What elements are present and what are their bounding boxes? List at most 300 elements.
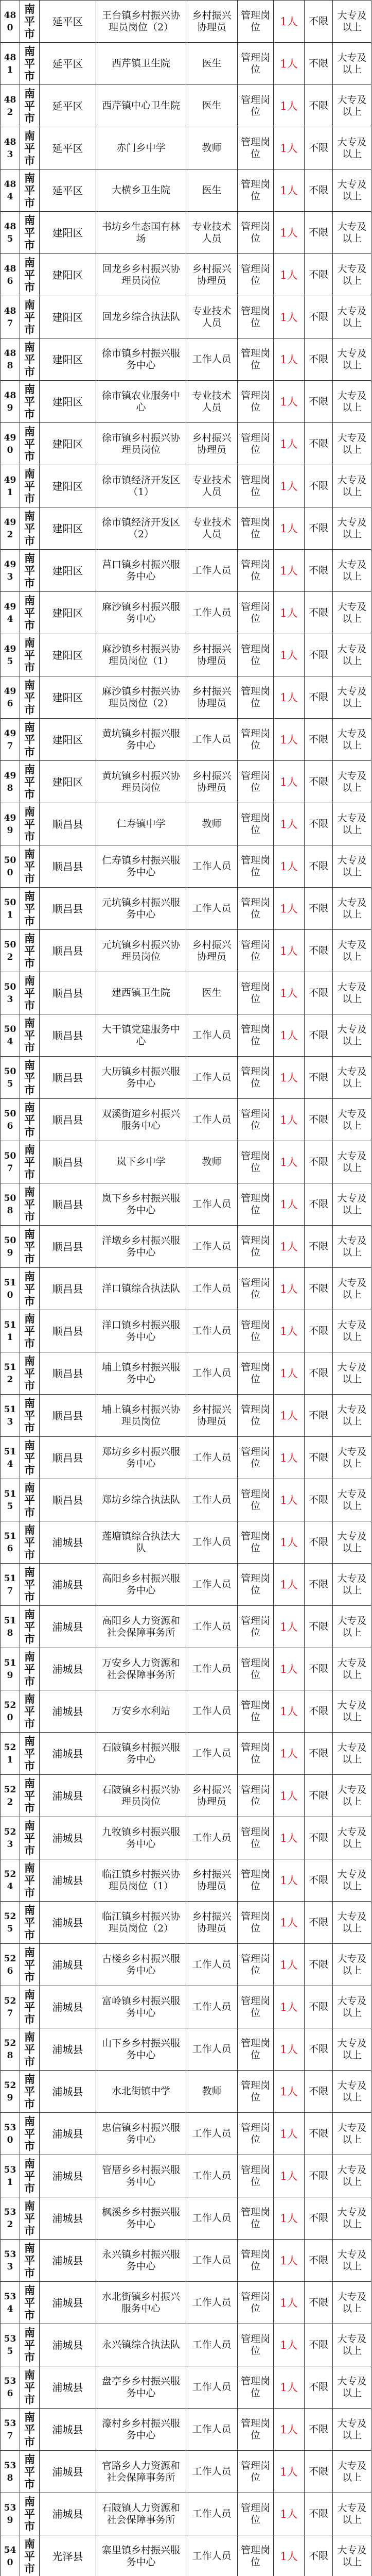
- county-cell: 浦城县: [40, 1606, 96, 1648]
- row-number: 489: [1, 381, 20, 423]
- post-cell: 教师: [186, 1141, 238, 1183]
- post-cell: 工作人员: [186, 592, 238, 634]
- post-cell: 工作人员: [186, 1099, 238, 1141]
- requirement-cell: 不限: [305, 1352, 333, 1395]
- category-cell: 管理岗位: [238, 465, 274, 507]
- category-cell: 管理岗位: [238, 1099, 274, 1141]
- unit-cell: 元坑镇乡村振兴服务中心: [96, 888, 186, 930]
- category-cell: 管理岗位: [238, 1268, 274, 1310]
- table-row: [1, 2113, 371, 2155]
- post-cell: 专业技术人员: [186, 465, 238, 507]
- category-cell: 管理岗位: [238, 550, 274, 592]
- table-row: [1, 170, 371, 212]
- county-cell: 延平区: [40, 85, 96, 127]
- post-cell: 乡村振兴协理员: [186, 676, 238, 719]
- requirement-cell: 不限: [305, 2282, 333, 2324]
- unit-cell: 徐市镇乡村振兴协理员岗位: [96, 423, 186, 465]
- county-cell: 顺昌县: [40, 888, 96, 930]
- unit-cell: 赤门乡中学: [96, 127, 186, 170]
- post-cell: 工作人员: [186, 2324, 238, 2366]
- unit-cell: 盘亭乡乡村振兴服务中心: [96, 2366, 186, 2409]
- table-row: [1, 423, 371, 465]
- table-row: [1, 2282, 371, 2324]
- requirement-cell: 不限: [305, 550, 333, 592]
- education-cell: 大专及以上: [333, 2324, 371, 2366]
- city-cell: 南平市: [20, 2282, 40, 2324]
- headcount-cell: 1人: [274, 338, 305, 381]
- unit-cell: 万安乡水利站: [96, 1690, 186, 1733]
- category-cell: 管理岗位: [238, 2409, 274, 2451]
- table-row: [1, 1226, 371, 1268]
- category-cell: 管理岗位: [238, 2282, 274, 2324]
- county-cell: 浦城县: [40, 2366, 96, 2409]
- county-cell: 建阳区: [40, 423, 96, 465]
- requirement-cell: 不限: [305, 1226, 333, 1268]
- education-cell: 大专及以上: [333, 2366, 371, 2409]
- row-number: 504: [1, 1014, 20, 1057]
- category-cell: 管理岗位: [238, 592, 274, 634]
- requirement-cell: 不限: [305, 2197, 333, 2240]
- post-cell: 医生: [186, 170, 238, 212]
- unit-cell: 大干镇党建服务中心: [96, 1014, 186, 1057]
- category-cell: 管理岗位: [238, 43, 274, 85]
- education-cell: 大专及以上: [333, 212, 371, 254]
- post-cell: 教师: [186, 127, 238, 170]
- post-cell: 工作人员: [186, 1479, 238, 1521]
- category-cell: 管理岗位: [238, 381, 274, 423]
- city-cell: 南平市: [20, 1437, 40, 1479]
- table-row: [1, 1479, 371, 1521]
- row-number: 528: [1, 2028, 20, 2071]
- city-cell: 南平市: [20, 719, 40, 761]
- headcount-cell: 1人: [274, 1437, 305, 1479]
- table-row: [1, 2366, 371, 2409]
- city-cell: 南平市: [20, 2366, 40, 2409]
- unit-cell: 石陂镇人力资源和社会保障事务所: [96, 2493, 186, 2535]
- headcount-cell: 1人: [274, 1648, 305, 1690]
- education-cell: 大专及以上: [333, 1564, 371, 1606]
- post-cell: 工作人员: [186, 1014, 238, 1057]
- unit-cell: 岚下乡乡村振兴服务中心: [96, 1183, 186, 1226]
- post-cell: 工作人员: [186, 2493, 238, 2535]
- city-cell: 南平市: [20, 1690, 40, 1733]
- county-cell: 顺昌县: [40, 1268, 96, 1310]
- row-number: 536: [1, 2366, 20, 2409]
- post-cell: 工作人员: [186, 2451, 238, 2493]
- requirement-cell: 不限: [305, 85, 333, 127]
- headcount-cell: 1人: [274, 254, 305, 296]
- education-cell: 大专及以上: [333, 170, 371, 212]
- row-number: 512: [1, 1352, 20, 1395]
- education-cell: 大专及以上: [333, 972, 371, 1014]
- city-cell: 南平市: [20, 1733, 40, 1775]
- unit-cell: 西芹镇卫生院: [96, 43, 186, 85]
- education-cell: 大专及以上: [333, 2409, 371, 2451]
- table-row: [1, 212, 371, 254]
- unit-cell: 郑坊乡综合执法队: [96, 1479, 186, 1521]
- requirement-cell: 不限: [305, 2493, 333, 2535]
- city-cell: 南平市: [20, 1352, 40, 1395]
- row-number: 495: [1, 634, 20, 676]
- requirement-cell: 不限: [305, 1606, 333, 1648]
- education-cell: 大专及以上: [333, 1648, 371, 1690]
- row-number: 482: [1, 85, 20, 127]
- headcount-cell: 1人: [274, 1564, 305, 1606]
- row-number: 526: [1, 1944, 20, 1986]
- county-cell: 浦城县: [40, 2240, 96, 2282]
- unit-cell: 大历镇乡村振兴服务中心: [96, 1057, 186, 1099]
- requirement-cell: 不限: [305, 719, 333, 761]
- unit-cell: 水北街镇乡村振兴服务中心: [96, 2282, 186, 2324]
- county-cell: 顺昌县: [40, 1352, 96, 1395]
- education-cell: 大专及以上: [333, 1437, 371, 1479]
- city-cell: 南平市: [20, 2071, 40, 2113]
- education-cell: 大专及以上: [333, 888, 371, 930]
- table-row: [1, 888, 371, 930]
- unit-cell: 建西镇卫生院: [96, 972, 186, 1014]
- post-cell: 工作人员: [186, 1057, 238, 1099]
- city-cell: 南平市: [20, 676, 40, 719]
- city-cell: 南平市: [20, 338, 40, 381]
- unit-cell: 双溪街道乡村振兴服务中心: [96, 1099, 186, 1141]
- education-cell: 大专及以上: [333, 1099, 371, 1141]
- requirement-cell: 不限: [305, 803, 333, 845]
- post-cell: 工作人员: [186, 2113, 238, 2155]
- requirement-cell: 不限: [305, 381, 333, 423]
- unit-cell: 徐市镇经济开发区（1）: [96, 465, 186, 507]
- education-cell: 大专及以上: [333, 1859, 371, 1902]
- city-cell: 南平市: [20, 1057, 40, 1099]
- headcount-cell: 1人: [274, 1902, 305, 1944]
- unit-cell: 麻沙镇乡村振兴协理员岗位（2）: [96, 676, 186, 719]
- requirement-cell: 不限: [305, 2071, 333, 2113]
- county-cell: 浦城县: [40, 1859, 96, 1902]
- unit-cell: 回龙乡综合执法队: [96, 296, 186, 338]
- education-cell: 大专及以上: [333, 338, 371, 381]
- education-cell: 大专及以上: [333, 2071, 371, 2113]
- row-number: 520: [1, 1690, 20, 1733]
- headcount-cell: 1人: [274, 2028, 305, 2071]
- post-cell: 工作人员: [186, 1986, 238, 2028]
- city-cell: 南平市: [20, 1521, 40, 1564]
- county-cell: 浦城县: [40, 1733, 96, 1775]
- headcount-cell: 1人: [274, 43, 305, 85]
- headcount-cell: 1人: [274, 1986, 305, 2028]
- education-cell: 大专及以上: [333, 381, 371, 423]
- county-cell: 建阳区: [40, 634, 96, 676]
- city-cell: 南平市: [20, 2324, 40, 2366]
- post-cell: 工作人员: [186, 2409, 238, 2451]
- education-cell: 大专及以上: [333, 1733, 371, 1775]
- county-cell: 浦城县: [40, 1902, 96, 1944]
- category-cell: 管理岗位: [238, 676, 274, 719]
- city-cell: 南平市: [20, 1395, 40, 1437]
- table-row: [1, 972, 371, 1014]
- education-cell: 大专及以上: [333, 296, 371, 338]
- requirement-cell: 不限: [305, 1944, 333, 1986]
- headcount-cell: 1人: [274, 2197, 305, 2240]
- category-cell: 管理岗位: [238, 1310, 274, 1352]
- row-number: 513: [1, 1395, 20, 1437]
- county-cell: 延平区: [40, 170, 96, 212]
- headcount-cell: 1人: [274, 1014, 305, 1057]
- post-cell: 乡村振兴协理员: [186, 761, 238, 803]
- category-cell: 管理岗位: [238, 2535, 274, 2576]
- city-cell: 南平市: [20, 1099, 40, 1141]
- county-cell: 建阳区: [40, 507, 96, 550]
- education-cell: 大专及以上: [333, 1183, 371, 1226]
- headcount-cell: 1人: [274, 127, 305, 170]
- county-cell: 建阳区: [40, 465, 96, 507]
- headcount-cell: 1人: [274, 1352, 305, 1395]
- city-cell: 南平市: [20, 1859, 40, 1902]
- table-row: [1, 1902, 371, 1944]
- category-cell: 管理岗位: [238, 930, 274, 972]
- unit-cell: 莒口镇乡村振兴服务中心: [96, 550, 186, 592]
- post-cell: 工作人员: [186, 2535, 238, 2576]
- table-row: [1, 1057, 371, 1099]
- table-row: [1, 1564, 371, 1606]
- post-cell: 工作人员: [186, 2155, 238, 2197]
- headcount-cell: 1人: [274, 761, 305, 803]
- unit-cell: 大横乡卫生院: [96, 170, 186, 212]
- unit-cell: 麻沙镇乡村振兴协理员岗位（1）: [96, 634, 186, 676]
- unit-cell: 洋墩乡乡村振兴服务中心: [96, 1226, 186, 1268]
- post-cell: 工作人员: [186, 1183, 238, 1226]
- category-cell: 管理岗位: [238, 1817, 274, 1859]
- headcount-cell: 1人: [274, 423, 305, 465]
- post-cell: 工作人员: [186, 845, 238, 888]
- table-row: [1, 1437, 371, 1479]
- county-cell: 顺昌县: [40, 930, 96, 972]
- table-row: [1, 592, 371, 634]
- education-cell: 大专及以上: [333, 2282, 371, 2324]
- education-cell: 大专及以上: [333, 2028, 371, 2071]
- row-number: 523: [1, 1817, 20, 1859]
- requirement-cell: 不限: [305, 1437, 333, 1479]
- table-body: [1, 1, 371, 2576]
- county-cell: 浦城县: [40, 1986, 96, 2028]
- headcount-cell: 1人: [274, 2240, 305, 2282]
- requirement-cell: 不限: [305, 1395, 333, 1437]
- table-row: [1, 1310, 371, 1352]
- row-number: 540: [1, 2535, 20, 2576]
- requirement-cell: 不限: [305, 1902, 333, 1944]
- post-cell: 乡村振兴协理员: [186, 930, 238, 972]
- unit-cell: 石陂镇乡村振兴服务中心: [96, 1733, 186, 1775]
- headcount-cell: 1人: [274, 381, 305, 423]
- unit-cell: 忠信镇乡村振兴服务中心: [96, 2113, 186, 2155]
- requirement-cell: 不限: [305, 170, 333, 212]
- headcount-cell: 1人: [274, 2366, 305, 2409]
- county-cell: 顺昌县: [40, 972, 96, 1014]
- unit-cell: 徐市镇经济开发区（2）: [96, 507, 186, 550]
- city-cell: 南平市: [20, 381, 40, 423]
- category-cell: 管理岗位: [238, 127, 274, 170]
- row-number: 516: [1, 1521, 20, 1564]
- city-cell: 南平市: [20, 1141, 40, 1183]
- county-cell: 浦城县: [40, 2324, 96, 2366]
- row-number: 492: [1, 507, 20, 550]
- post-cell: 工作人员: [186, 1817, 238, 1859]
- county-cell: 浦城县: [40, 2028, 96, 2071]
- city-cell: 南平市: [20, 2197, 40, 2240]
- requirement-cell: 不限: [305, 972, 333, 1014]
- category-cell: 管理岗位: [238, 2324, 274, 2366]
- county-cell: 浦城县: [40, 1648, 96, 1690]
- county-cell: 延平区: [40, 43, 96, 85]
- headcount-cell: 1人: [274, 2451, 305, 2493]
- requirement-cell: 不限: [305, 212, 333, 254]
- unit-cell: 岚下乡中学: [96, 1141, 186, 1183]
- county-cell: 延平区: [40, 127, 96, 170]
- city-cell: 南平市: [20, 1986, 40, 2028]
- unit-cell: 黄坑镇乡村振兴协理员岗位: [96, 761, 186, 803]
- table-row: [1, 1648, 371, 1690]
- education-cell: 大专及以上: [333, 1014, 371, 1057]
- category-cell: 管理岗位: [238, 1, 274, 43]
- table-row: [1, 550, 371, 592]
- category-cell: 管理岗位: [238, 1733, 274, 1775]
- education-cell: 大专及以上: [333, 1690, 371, 1733]
- row-number: 499: [1, 803, 20, 845]
- unit-cell: 管厝乡乡村振兴服务中心: [96, 2155, 186, 2197]
- county-cell: 顺昌县: [40, 1395, 96, 1437]
- education-cell: 大专及以上: [333, 1944, 371, 1986]
- requirement-cell: 不限: [305, 2028, 333, 2071]
- city-cell: 南平市: [20, 43, 40, 85]
- unit-cell: 永兴镇综合执法队: [96, 2324, 186, 2366]
- requirement-cell: 不限: [305, 1733, 333, 1775]
- county-cell: 建阳区: [40, 254, 96, 296]
- category-cell: 管理岗位: [238, 85, 274, 127]
- city-cell: 南平市: [20, 507, 40, 550]
- requirement-cell: 不限: [305, 1014, 333, 1057]
- post-cell: 乡村振兴协理员: [186, 1, 238, 43]
- table-row: [1, 1141, 371, 1183]
- city-cell: 南平市: [20, 465, 40, 507]
- county-cell: 建阳区: [40, 676, 96, 719]
- table-row: [1, 465, 371, 507]
- table-row: [1, 1352, 371, 1395]
- category-cell: 管理岗位: [238, 2197, 274, 2240]
- requirement-cell: 不限: [305, 592, 333, 634]
- headcount-cell: 1人: [274, 1, 305, 43]
- city-cell: 南平市: [20, 85, 40, 127]
- category-cell: 管理岗位: [238, 1690, 274, 1733]
- table-row: [1, 2535, 371, 2576]
- education-cell: 大专及以上: [333, 803, 371, 845]
- table-row: [1, 1268, 371, 1310]
- table-row: [1, 2071, 371, 2113]
- unit-cell: 临江镇乡村振兴协理员岗位（2）: [96, 1902, 186, 1944]
- unit-cell: 王台镇乡村振兴协理员岗位（2）: [96, 1, 186, 43]
- city-cell: 南平市: [20, 254, 40, 296]
- category-cell: 管理岗位: [238, 338, 274, 381]
- row-number: 496: [1, 676, 20, 719]
- row-number: 481: [1, 43, 20, 85]
- row-number: 539: [1, 2493, 20, 2535]
- row-number: 497: [1, 719, 20, 761]
- post-cell: 工作人员: [186, 2028, 238, 2071]
- education-cell: 大专及以上: [333, 1521, 371, 1564]
- county-cell: 浦城县: [40, 2493, 96, 2535]
- county-cell: 浦城县: [40, 2282, 96, 2324]
- row-number: 505: [1, 1057, 20, 1099]
- table-row: [1, 2240, 371, 2282]
- education-cell: 大专及以上: [333, 930, 371, 972]
- education-cell: 大专及以上: [333, 465, 371, 507]
- table-row: [1, 43, 371, 85]
- county-cell: 浦城县: [40, 1775, 96, 1817]
- row-number: 487: [1, 296, 20, 338]
- category-cell: 管理岗位: [238, 2028, 274, 2071]
- headcount-cell: 1人: [274, 634, 305, 676]
- category-cell: 管理岗位: [238, 1014, 274, 1057]
- post-cell: 教师: [186, 2071, 238, 2113]
- category-cell: 管理岗位: [238, 1352, 274, 1395]
- headcount-cell: 1人: [274, 592, 305, 634]
- table-row: [1, 296, 371, 338]
- post-cell: 工作人员: [186, 1521, 238, 1564]
- row-number: 529: [1, 2071, 20, 2113]
- education-cell: 大专及以上: [333, 423, 371, 465]
- post-cell: 工作人员: [186, 1564, 238, 1606]
- category-cell: 管理岗位: [238, 2240, 274, 2282]
- city-cell: 南平市: [20, 2113, 40, 2155]
- county-cell: 浦城县: [40, 1817, 96, 1859]
- unit-cell: 九牧镇乡村振兴服务中心: [96, 1817, 186, 1859]
- county-cell: 建阳区: [40, 550, 96, 592]
- unit-cell: 洋口镇综合执法队: [96, 1268, 186, 1310]
- requirement-cell: 不限: [305, 2113, 333, 2155]
- requirement-cell: 不限: [305, 423, 333, 465]
- requirement-cell: 不限: [305, 888, 333, 930]
- city-cell: 南平市: [20, 2451, 40, 2493]
- category-cell: 管理岗位: [238, 1057, 274, 1099]
- requirement-cell: 不限: [305, 2155, 333, 2197]
- post-cell: 工作人员: [186, 888, 238, 930]
- table-row: [1, 1, 371, 43]
- headcount-cell: 1人: [274, 2535, 305, 2576]
- headcount-cell: 1人: [274, 1183, 305, 1226]
- table-row: [1, 254, 371, 296]
- row-number: 533: [1, 2240, 20, 2282]
- post-cell: 工作人员: [186, 2197, 238, 2240]
- post-cell: 专业技术人员: [186, 296, 238, 338]
- headcount-cell: 1人: [274, 1057, 305, 1099]
- unit-cell: 徐市镇农业服务中心: [96, 381, 186, 423]
- unit-cell: 古楼乡乡村振兴服务中心: [96, 1944, 186, 1986]
- headcount-cell: 1人: [274, 1606, 305, 1648]
- education-cell: 大专及以上: [333, 1775, 371, 1817]
- education-cell: 大专及以上: [333, 1606, 371, 1648]
- requirement-cell: 不限: [305, 1986, 333, 2028]
- unit-cell: 高阳乡人力资源和社会保障事务所: [96, 1606, 186, 1648]
- requirement-cell: 不限: [305, 2240, 333, 2282]
- headcount-cell: 1人: [274, 1817, 305, 1859]
- table-row: [1, 2197, 371, 2240]
- requirement-cell: 不限: [305, 1183, 333, 1226]
- row-number: 522: [1, 1775, 20, 1817]
- county-cell: 顺昌县: [40, 1014, 96, 1057]
- education-cell: 大专及以上: [333, 2240, 371, 2282]
- category-cell: 管理岗位: [238, 1437, 274, 1479]
- row-number: 535: [1, 2324, 20, 2366]
- headcount-cell: 1人: [274, 170, 305, 212]
- education-cell: 大专及以上: [333, 2113, 371, 2155]
- category-cell: 管理岗位: [238, 1479, 274, 1521]
